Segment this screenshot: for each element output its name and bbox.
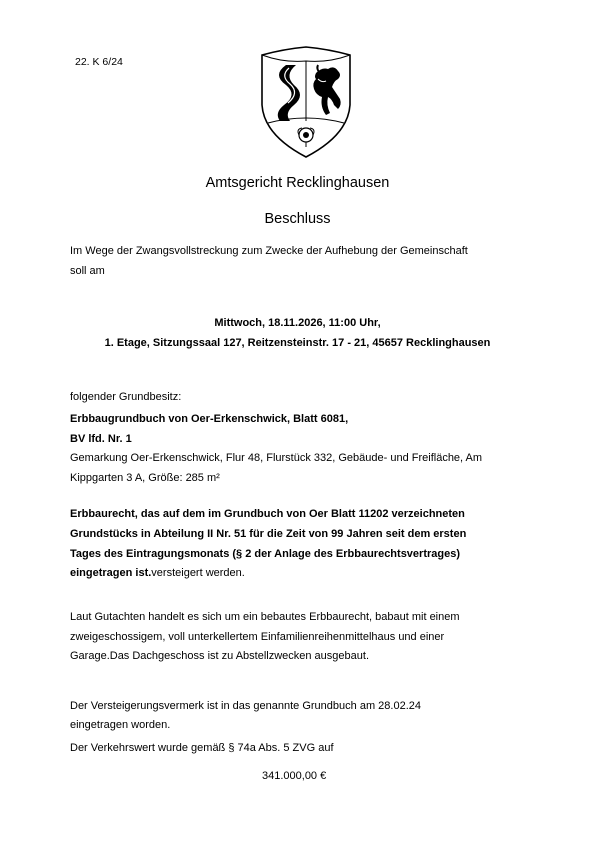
intro-line-1: Im Wege der Zwangsvollstreckung zum Zwecke der Aufhebung der Gemeinschaft <box>70 245 468 257</box>
document-title: Beschluss <box>264 211 331 227</box>
gutachten-line-2: zweigeschossigem, voll unterkellertem Einfamilienreihenmittelhaus und einer <box>70 631 445 643</box>
property-description-1: Gemarkung Oer-Erkenschwick, Flur 48, Flurstück 332, Gebäude- und Freifläche, Am <box>70 452 483 464</box>
appointment-date: Mittwoch, 18.11.2026, 11:00 Uhr, <box>214 317 381 329</box>
erbbaurecht-line-4-bold: eingetragen ist. <box>70 567 152 579</box>
property-register: Erbbaugrundbuch von Oer-Erkenschwick, Blatt 6081, <box>70 413 349 425</box>
intro-line-2: soll am <box>70 265 105 277</box>
verkehrswert-amount: 341.000,00 € <box>262 770 327 782</box>
vermerk-line-1: Der Versteigerungsvermerk ist in das genannte Grundbuch am 28.02.24 <box>70 700 421 712</box>
vermerk-line-2: eingetragen worden. <box>70 719 171 731</box>
case-number: 22. K 6/24 <box>75 56 123 68</box>
property-bv-number: BV lfd. Nr. 1 <box>70 433 132 445</box>
erbbaurecht-line-4-normal: versteigert werden. <box>151 567 245 579</box>
erbbaurecht-line-4 <box>70 567 245 579</box>
court-name: Amtsgericht Recklinghausen <box>205 175 390 191</box>
gutachten-line-1: Laut Gutachten handelt es sich um ein bebautes Erbbaurecht, babaut mit einem <box>70 611 460 623</box>
nrw-coat-of-arms-icon <box>256 43 356 161</box>
property-intro: folgender Grundbesitz: <box>70 391 182 403</box>
erbbaurecht-line-2: Grundstücks in Abteilung II Nr. 51 für die Zeit von 99 Jahren seit dem ersten <box>70 528 467 540</box>
property-description-2: Kippgarten 3 A, Größe: 285 m² <box>70 472 220 484</box>
gutachten-line-3: Garage.Das Dachgeschoss ist zu Abstellzwecken ausgebaut. <box>70 650 369 662</box>
verkehrswert-line: Der Verkehrswert wurde gemäß § 74a Abs. 5 ZVG auf <box>70 742 334 754</box>
appointment-location: 1. Etage, Sitzungssaal 127, Reitzensteinstr. 17 - 21, 45657 Recklinghausen <box>104 337 491 349</box>
erbbaurecht-line-3: Tages des Eintragungsmonats (§ 2 der Anlage des Erbbaurechtsvertrages) <box>70 548 461 560</box>
erbbaurecht-line-1: Erbbaurecht, das auf dem im Grundbuch von Oer Blatt 11202 verzeichneten <box>70 508 465 520</box>
